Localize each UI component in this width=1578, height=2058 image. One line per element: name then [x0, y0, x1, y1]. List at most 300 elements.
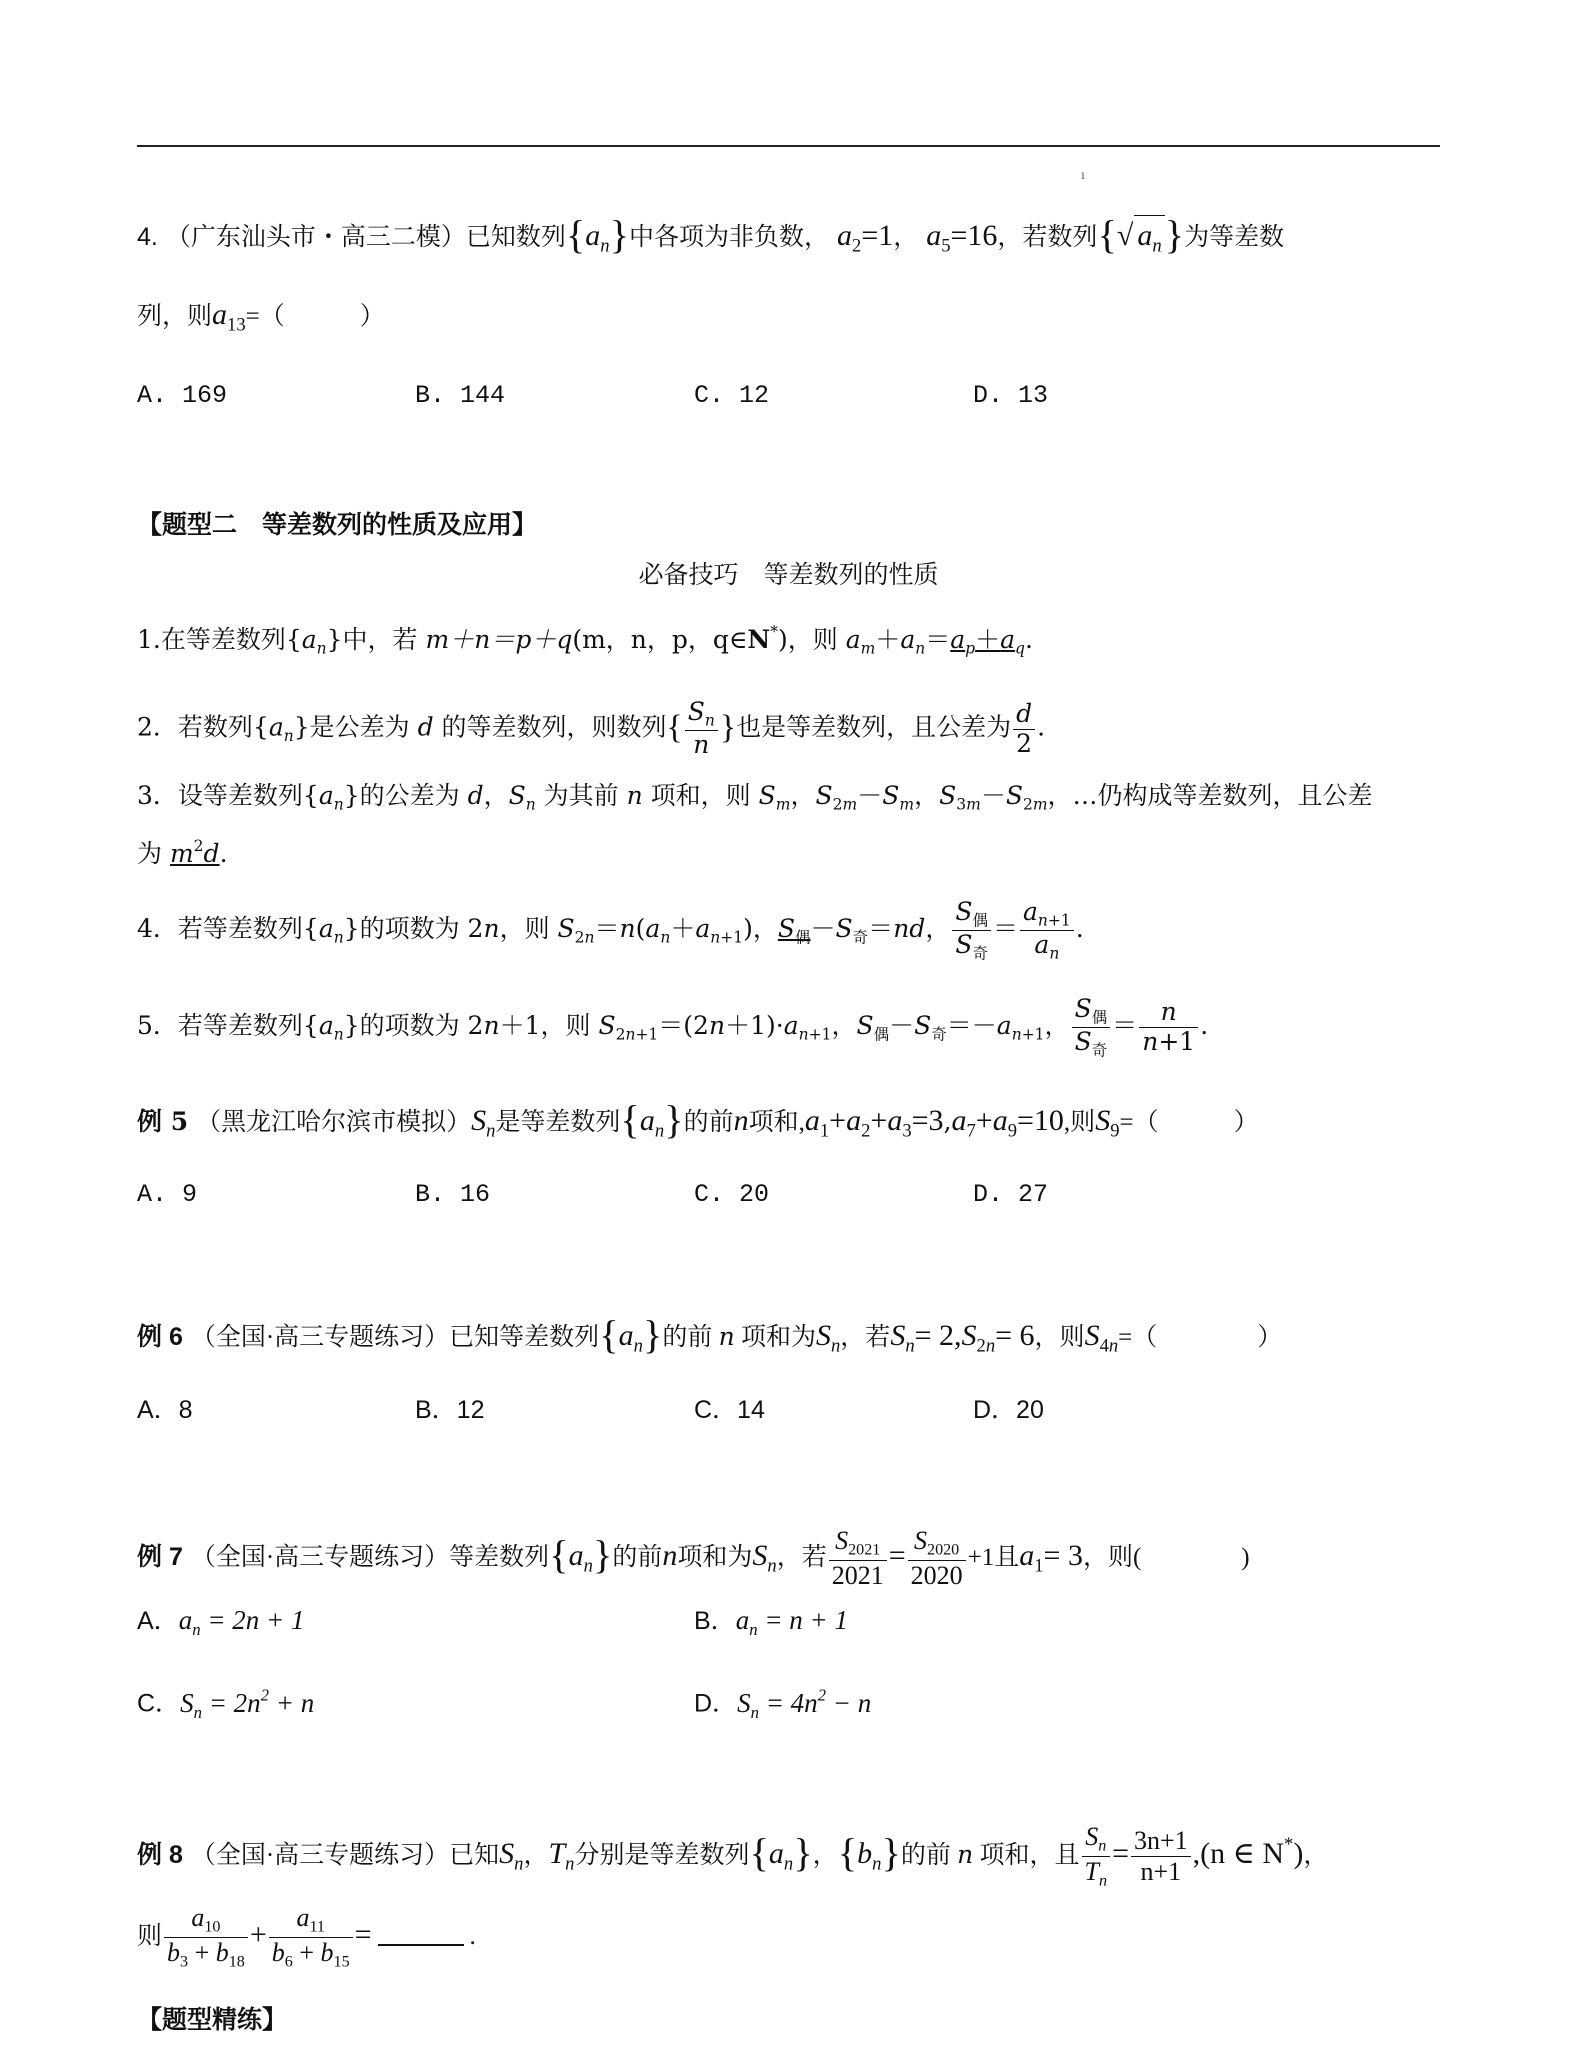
text: 为 [137, 838, 170, 868]
ex6-option-a[interactable]: A．8 [137, 1396, 193, 1424]
math-var: a [318, 914, 334, 944]
q4-option-a[interactable]: A. 169 [137, 381, 228, 410]
section-subheading: 必备技巧 等差数列的性质 [638, 560, 939, 589]
math-var: d [203, 838, 220, 868]
math-sequence [599, 1312, 663, 1357]
math-sequence-b [837, 1830, 901, 1876]
text: ，…仍构成等差数列，且公差 [1047, 781, 1373, 810]
text: . [1024, 624, 1033, 654]
math-sub: 2021 [848, 1541, 881, 1559]
math-sub: 13 [227, 314, 246, 336]
q4-option-d[interactable]: D. 13 [973, 381, 1049, 410]
math-sub: n [333, 928, 344, 947]
example-label: 例 8 [137, 1841, 183, 1870]
math-var: b [857, 1837, 873, 1871]
math-sequence [549, 1532, 613, 1577]
math-sub: n [333, 795, 344, 814]
math-sub: n+1 [1037, 911, 1071, 930]
math-tn [548, 1837, 575, 1875]
math-sn [752, 1538, 777, 1577]
brace: { [599, 1312, 619, 1357]
fraction-a10 [164, 1903, 248, 1972]
text: 等差数列 [449, 1543, 550, 1571]
math-var: S [758, 781, 776, 810]
math-eq: = [1112, 1837, 1129, 1871]
math-var: n [626, 781, 643, 810]
fraction-sn-over-tn [1082, 1822, 1111, 1891]
math-var: n [1160, 997, 1177, 1027]
math-sub: n [192, 1619, 201, 1639]
property-1 [137, 612, 1033, 668]
math-sub: n [1099, 1872, 1108, 1890]
math-sub: 奇 [931, 1025, 947, 1044]
math-var: T [548, 1837, 566, 1871]
math-sub: 2 [852, 235, 862, 257]
example-8-line-1 [137, 1810, 1328, 1900]
brace: { [549, 1532, 569, 1577]
math-sub: q [1015, 639, 1025, 658]
math-var: a [178, 1605, 193, 1635]
math-sup: * [1284, 1834, 1294, 1855]
denominator [685, 731, 718, 760]
text: 4．若等差数列{ [137, 914, 319, 944]
math-sub: 3 [902, 1120, 912, 1142]
math-sequence [620, 1097, 684, 1142]
sqrt-icon: √ [1116, 219, 1134, 252]
math-expr: = 2n [208, 1687, 261, 1718]
text: ， [483, 781, 509, 810]
math-sub: n [749, 1619, 758, 1639]
ex5-option-c[interactable]: C. 20 [694, 1180, 770, 1209]
math-sub: 3 [180, 1953, 189, 1971]
text: 2．若数列{ [137, 712, 269, 742]
text: . [219, 838, 228, 868]
math-var: b [271, 1938, 285, 1967]
ex6-option-b[interactable]: B．12 [415, 1396, 485, 1424]
answer-paren: =（ ） [1118, 1323, 1283, 1351]
math-var: S [687, 697, 705, 726]
numerator [269, 1903, 353, 1938]
brace: } [1164, 212, 1185, 258]
math-sub: n [565, 1853, 575, 1875]
math-var: a [1034, 930, 1050, 960]
text: . [469, 1923, 476, 1950]
math-eq: = 2, [914, 1318, 962, 1352]
ex6-option-d[interactable]: D．20 [973, 1396, 1044, 1424]
numerator [1082, 1822, 1111, 1857]
denominator: 2021 [831, 1560, 884, 1590]
example-source: （全国·高三专题练习） [190, 1323, 450, 1351]
math-sequence-a [749, 1830, 813, 1876]
text: 则 [137, 1923, 163, 1950]
math-sub: n [750, 1702, 759, 1722]
example-source: （全国·高三专题练习） [190, 1543, 450, 1571]
math-var: a [926, 219, 942, 252]
numerator [829, 1526, 887, 1561]
question-4-line-1 [137, 212, 1285, 267]
math-op: + [870, 1103, 888, 1137]
math-sub: n [525, 795, 536, 814]
math-var: a [1000, 624, 1016, 654]
math-sub: n [1049, 944, 1060, 963]
math-var: n [893, 914, 910, 944]
math-op: + [194, 1938, 210, 1967]
text: ，若 [840, 1323, 891, 1351]
math-condition [1192, 1834, 1304, 1871]
math-sub: 3m [956, 795, 981, 814]
text: 为等差数 [1184, 224, 1285, 251]
math-eq: =10 [1017, 1103, 1064, 1137]
numerator [1020, 898, 1074, 931]
math-a5 [926, 219, 998, 257]
math-var: S [939, 781, 957, 810]
numerator [685, 698, 718, 731]
math-var: S [961, 1318, 977, 1352]
math-var: d [1016, 698, 1033, 728]
brace: { [565, 212, 586, 258]
math-sub: 15 [333, 1953, 350, 1971]
math-var: S [890, 1318, 906, 1352]
ex7-option-d[interactable] [694, 1675, 871, 1733]
math-op: + [249, 1918, 267, 1951]
text: 已知数列 [465, 224, 566, 251]
math-sub: n [654, 1120, 665, 1142]
brace: { [620, 1097, 640, 1142]
text: }的项数为 2 [343, 914, 484, 944]
math-var: a [695, 914, 711, 944]
math-sub: 2m [1022, 795, 1048, 814]
brace: } [592, 1532, 613, 1577]
math-sub: 偶 [794, 928, 811, 947]
denominator [1020, 931, 1074, 963]
math-var: S [1074, 994, 1092, 1023]
text: ＋ [670, 914, 696, 944]
math-sub: 10 [204, 1918, 221, 1936]
fraction-n-over-n1 [1139, 998, 1198, 1057]
q4-option-c[interactable]: C. 12 [694, 381, 770, 410]
example-label: 例 6 [137, 1322, 183, 1351]
brace: } [719, 709, 737, 747]
example-source: （全国·高三专题练习） [190, 1842, 450, 1870]
math-var: n [718, 1321, 735, 1351]
brace: } [881, 1830, 901, 1876]
math-sqrt-sequence [1097, 212, 1185, 258]
brace: } [609, 212, 630, 258]
math-expr: = 2n + 1 [207, 1605, 305, 1635]
math-sub: m [860, 639, 876, 658]
text: 项和为 [677, 1543, 753, 1571]
page-mark: ı [1081, 168, 1085, 182]
math-sn [471, 1103, 496, 1142]
property-3-line-2 [137, 826, 228, 874]
text: ,则 [1063, 1108, 1096, 1136]
math-var: a [1137, 219, 1153, 252]
option-math [737, 1685, 872, 1722]
question-source: （广东汕头市・高三二模） [165, 224, 466, 251]
fraction-s-even-over-s-odd [1072, 995, 1111, 1060]
math-sub: 2n [976, 1335, 996, 1357]
math-eq: =3 [911, 1103, 944, 1137]
math-var: n [693, 730, 710, 760]
denominator: n+1 [1140, 1857, 1182, 1887]
option-label: D． [694, 1689, 738, 1718]
ex7-option-a[interactable] [137, 1600, 305, 1650]
fraction-s-even-over-s-odd [952, 898, 991, 963]
math-var: a [639, 1103, 655, 1137]
math-var: a [996, 1011, 1012, 1041]
answer-blank[interactable] [378, 1944, 464, 1946]
text: ＝－ [946, 1011, 997, 1041]
underlined-answer [777, 914, 811, 947]
math-sub: n [633, 1335, 643, 1357]
math-var: n [1142, 1027, 1159, 1057]
math-op: + [829, 1103, 847, 1137]
math-sub: n [514, 1853, 524, 1875]
text: ＝ [1112, 1011, 1138, 1041]
example-label: 例 7 [137, 1542, 183, 1571]
math-var: S [499, 1837, 515, 1871]
math-sn [816, 1318, 841, 1357]
text: ＝ [992, 914, 1018, 944]
math-sub: 9 [1110, 1120, 1120, 1142]
math-var: S [815, 781, 833, 810]
math-sub: n [872, 1853, 882, 1875]
text: 已知 [449, 1842, 500, 1870]
denominator: n+1 [1142, 1027, 1196, 1057]
text: ＋1，则 [499, 1011, 599, 1041]
text: 项和，则 [642, 781, 759, 810]
text: . [1075, 914, 1084, 944]
text: ，若 [776, 1543, 827, 1571]
text: ， [831, 1011, 857, 1041]
text: 是等差数列 [495, 1108, 621, 1136]
text: ＋ [875, 624, 901, 654]
text: － [810, 914, 836, 944]
text: ， [1044, 1011, 1070, 1041]
text: ＋ [975, 624, 1001, 654]
text: ， [893, 224, 919, 251]
text: 的等差数列，则数列 [433, 712, 667, 742]
denominator: 2 [1016, 728, 1033, 758]
text: )， [743, 914, 778, 944]
answer-paren: =（ ） [245, 303, 385, 330]
math-var: a [1019, 1538, 1035, 1572]
math-sub: n [704, 711, 715, 730]
brace: } [642, 1312, 663, 1357]
numerator: 3n+1 [1131, 1826, 1191, 1857]
option-label: C． [137, 1689, 181, 1718]
math-var: a [1023, 897, 1038, 926]
option-math [180, 1685, 315, 1722]
math-var: a [585, 219, 601, 252]
math-var: b [167, 1938, 181, 1967]
text: )，则 [778, 624, 846, 654]
math-var: S [914, 1011, 932, 1041]
math-sub: m [775, 795, 791, 814]
math-var: S [882, 781, 900, 810]
math-sub: 2n [574, 928, 595, 947]
math-set: N [747, 624, 771, 654]
text: 项和，且 [973, 1842, 1080, 1870]
brace: } [664, 1097, 684, 1142]
math-sub: n [915, 639, 926, 658]
math-var: S [1084, 1318, 1100, 1352]
ex7-option-c[interactable] [137, 1675, 314, 1733]
math-sub: n [600, 235, 610, 257]
text: 分别是等差数列 [574, 1842, 750, 1870]
math-expr: ) [1293, 1837, 1304, 1871]
math-var: a [837, 219, 853, 252]
option-label: A． [137, 1607, 179, 1635]
answer-paren: ，则( ) [1082, 1543, 1250, 1571]
brace: } [793, 1830, 813, 1876]
q4-option-b[interactable]: B. 144 [415, 381, 506, 410]
math-sub: 2n+1 [615, 1025, 659, 1044]
math-sub: n [905, 1335, 915, 1357]
math-sub: n [486, 1120, 496, 1142]
text: 3．设等差数列{ [137, 781, 319, 810]
math-var: S [180, 1687, 194, 1718]
math-sub: 偶 [873, 1025, 890, 1044]
example-8-line-2 [137, 1895, 476, 1977]
example-source: （黑龙江哈尔滨市模拟） [196, 1108, 472, 1136]
denominator: 2020 [910, 1560, 963, 1590]
math-var: S [835, 1525, 849, 1555]
text: ，则 [499, 914, 558, 944]
math-var: a [318, 1011, 334, 1041]
math-sub: n [583, 1555, 593, 1577]
numerator [1139, 998, 1198, 1028]
math-var: a [296, 1902, 310, 1932]
math-eq: =1 [861, 219, 894, 252]
math-var: a [846, 1103, 862, 1137]
math-var: n [483, 1011, 500, 1041]
math-var: S [598, 1011, 616, 1041]
math-sn [499, 1837, 524, 1875]
math-var: a [191, 1902, 205, 1932]
math-s4n [1084, 1318, 1119, 1357]
text: 也是等差数列，且公差为 [736, 712, 1012, 742]
math-var: a [618, 1318, 634, 1352]
text: }的项数为 2 [343, 1011, 484, 1041]
text: ＝ [868, 914, 894, 944]
math-var: a [900, 624, 916, 654]
text: +1且 [967, 1543, 1020, 1571]
text: － [857, 781, 883, 810]
denominator [1072, 1028, 1111, 1060]
math-var: a [268, 712, 284, 742]
ex5-option-b[interactable]: B. 16 [415, 1180, 491, 1209]
text: ， [914, 781, 940, 810]
answer-paren: =（ ） [1119, 1108, 1259, 1136]
text: ， [925, 914, 951, 944]
text: 的前 [612, 1543, 663, 1571]
numerator [1072, 995, 1111, 1028]
math-var: d [467, 781, 484, 810]
math-var: S [914, 1525, 928, 1555]
math-sub: 6 [284, 1953, 293, 1971]
math-var: a [768, 1837, 784, 1871]
text: 的前 [683, 1108, 734, 1136]
ex7-option-b[interactable] [694, 1600, 848, 1650]
math-var: S [955, 897, 973, 926]
math-var: S [557, 914, 575, 944]
text: 的前 [662, 1323, 719, 1351]
math-eq: = [888, 1538, 906, 1572]
text: － [889, 1011, 915, 1041]
property-5 [137, 995, 1208, 1060]
math-var: a [992, 1103, 1008, 1137]
fraction-a11 [269, 1903, 353, 1972]
math-sub: 11 [309, 1918, 325, 1936]
property-4 [137, 898, 1084, 963]
fraction-s2020 [908, 1526, 966, 1591]
math-var: a [318, 781, 334, 810]
math-var: S [777, 914, 795, 944]
math-sup: * [770, 623, 779, 641]
text: 的前 [900, 1842, 958, 1870]
math-sub: 偶 [1091, 1008, 1108, 1027]
math-sub: n [333, 1025, 344, 1044]
question-number: 4. [137, 223, 158, 251]
math-var: n [483, 914, 500, 944]
math-expr: = 4n [765, 1687, 818, 1718]
math-var: S [1085, 1821, 1099, 1851]
example-label: 例 5 [137, 1106, 189, 1136]
math-var: S [1095, 1103, 1111, 1137]
math-var: a [804, 1103, 820, 1137]
ex6-option-c[interactable]: C．14 [694, 1396, 765, 1424]
fraction-rhs [1131, 1826, 1191, 1887]
text: 中各项为非负数， [629, 224, 830, 251]
math-var: n [957, 1840, 974, 1870]
math-eq: = [354, 1918, 372, 1951]
math-var: S [1074, 1027, 1092, 1057]
math-var: a [301, 624, 317, 654]
math-var: n [619, 914, 636, 944]
text: ＝(2 [658, 1011, 709, 1041]
math-var: S [816, 1318, 831, 1352]
math-var: S [471, 1103, 487, 1137]
math-expr: ,(n ∈ N [1192, 1837, 1285, 1871]
text: . [1037, 712, 1046, 742]
math-sub: n [316, 639, 327, 658]
math-sub: 18 [228, 1953, 245, 1971]
option-math [735, 1605, 849, 1639]
numerator [164, 1903, 248, 1938]
math-sub: n [1152, 235, 1162, 257]
math-sub: 7 [966, 1120, 976, 1142]
text: 项和, [748, 1108, 805, 1136]
math-a1 [1019, 1538, 1083, 1577]
text: ( [635, 914, 646, 944]
math-sup: 2 [817, 1685, 827, 1704]
math-sub: n [831, 1335, 841, 1357]
numerator [908, 1526, 966, 1561]
math-sub: p [965, 639, 976, 658]
text: － [980, 781, 1006, 810]
ex5-option-a[interactable]: A. 9 [137, 1180, 198, 1209]
math-var: a [735, 1605, 750, 1635]
sqrt-body [1134, 215, 1164, 267]
math-var: a [212, 298, 228, 331]
math-var: S [955, 930, 973, 960]
math-sequence [565, 212, 630, 258]
ex5-option-d[interactable]: D. 27 [973, 1180, 1049, 1209]
math-var: n [708, 1011, 726, 1041]
math-var: d [909, 914, 926, 944]
property-3-line-1 [137, 776, 1373, 824]
